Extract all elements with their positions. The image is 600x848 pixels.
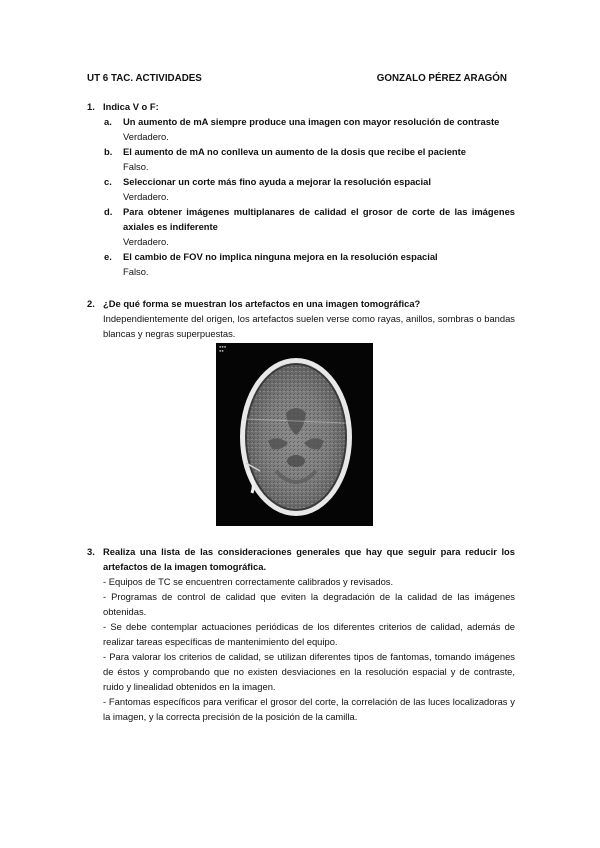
list-item: - Para valorar los criterios de calidad, se utilizan diferentes tipos de fantomas, tomando imágenes de éstos y comprobando que no existen desviaciones en la resolución espacial y de contraste, ruido y linealidad obtenidos en la imagen. [103, 651, 515, 692]
item-answer: Verdadero. [123, 131, 169, 142]
header-title: UT 6 TAC. ACTIVIDADES [87, 73, 202, 84]
list-item: d. Para obtener imágenes multiplanares de calidad el grosor de corte de las imágenes axiales es indiferente Verdadero. [104, 206, 515, 247]
brain-ct-icon [216, 343, 373, 526]
list-item: - Fantomas específicos para verificar el grosor del corte, la correlación de las luces localizadoras y la imagen, y la correcta precisión de la posición de la camilla. [103, 696, 515, 722]
item-statement: Seleccionar un corte más fino ayuda a mejorar la resolución espacial [123, 176, 431, 187]
list-item: - Programas de control de calidad que eviten la degradación de la calidad de las imágenes obtenidas. [103, 591, 515, 617]
question-title: ¿De qué forma se muestran los artefactos en una imagen tomográfica? [103, 298, 421, 309]
list-item: b. El aumento de mA no conlleva un aumento de la dosis que recibe el paciente Falso. [104, 144, 515, 174]
item-statement: El cambio de FOV no implica ninguna mejora en la resolución espacial [123, 251, 438, 262]
list-item: c. Seleccionar un corte más fino ayuda a mejorar la resolución espacial Verdadero. [104, 174, 515, 204]
ct-scan-image: ▪▪▪ ▪▪ [216, 343, 373, 526]
list-item: - Equipos de TC se encuentren correctamente calibrados y revisados. [103, 576, 394, 587]
item-answer: Falso. [123, 266, 149, 277]
page-header [87, 71, 507, 85]
list-item: a. Un aumento de mA siempre produce una imagen con mayor resolución de contraste Verdadero. [104, 114, 515, 144]
question-number: 2. [87, 298, 95, 309]
question-title: Realiza una lista de las consideraciones generales que hay que seguir para reducir los artefactos de la imagen tomográfica. [103, 546, 515, 572]
item-statement: El aumento de mA no conlleva un aumento de la dosis que recibe el paciente [123, 146, 466, 157]
question-title: Indica V o F: [103, 101, 159, 112]
question-number: 3. [87, 546, 95, 557]
question-number: 1. [87, 101, 95, 112]
item-answer: Falso. [123, 161, 149, 172]
question-answer: Independientemente del origen, los artefactos suelen verse como rayas, anillos, sombras o bandas blancas y negras superpuestas. [103, 313, 515, 339]
question-3 [87, 544, 515, 724]
list-item: - Se debe contemplar actuaciones periódicas de los diferentes criterios de calidad, además de realizar tareas específicas de mantenimiento del equipo. [103, 621, 515, 647]
list-item: e. El cambio de FOV no implica ninguna mejora en la resolución espacial Falso. [104, 249, 515, 279]
question-2 [87, 296, 515, 341]
header-author: GONZALO PÉREZ ARAGÓN [376, 73, 507, 84]
item-statement: Para obtener imágenes multiplanares de calidad el grosor de corte de las imágenes axiales es indiferente [123, 206, 515, 232]
item-statement: Un aumento de mA siempre produce una imagen con mayor resolución de contraste [123, 116, 500, 127]
item-answer: Verdadero. [123, 191, 169, 202]
question-1 [87, 99, 515, 279]
item-answer: Verdadero. [123, 236, 169, 247]
